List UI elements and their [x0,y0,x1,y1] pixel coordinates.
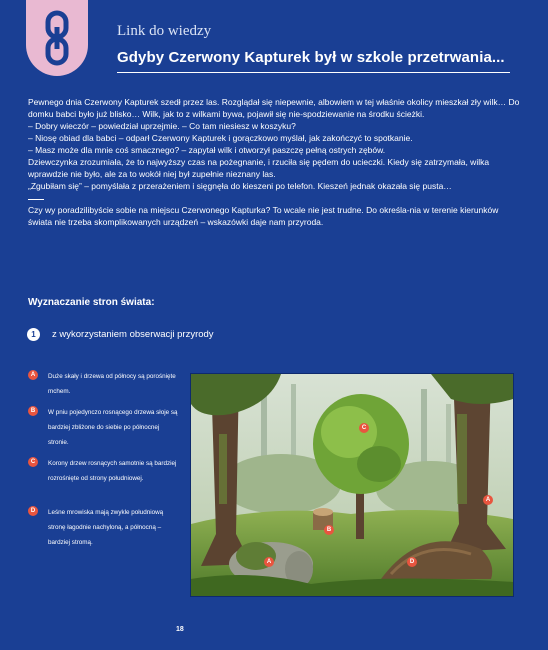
fact-item-c [28,456,178,486]
illustration-marker: A [264,557,274,567]
fact-marker: A [28,370,38,380]
illustration-marker: D [407,557,417,567]
method-item [27,328,214,341]
illustration-marker: C [359,423,369,433]
story-paragraph: – Masz może dla mnie coś smacznego? – zapytał wilk i otworzył paszczę pełną ostrych zębów. [28,145,386,155]
fact-item-b [28,405,178,450]
forest-illustration [190,373,514,597]
illustration-marker: A [483,495,493,505]
section-title: Wyznaczanie stron świata: [28,297,155,308]
fact-item-a [28,369,178,399]
fact-item-d [28,505,178,550]
story-block [28,96,520,228]
story-paragraph: Dziewczynka zrozumiała, że to najwyższy czas na pożegnanie, i rzuciła się pędem do ucieczki. Kiedy się zatrzymała, wilka wprawdzie nie było, ale za to wokół niej był zupełnie nieznany las. [28,157,490,179]
fact-text: Korony drzew rosnących samotnie są bardziej rozrośnięte od strony południowej. [48,460,177,482]
fact-marker: C [28,457,38,467]
fact-text: W pniu pojedynczo rosnącego drzewa słoje są bardziej zbliżone do siebie po północnej stronie. [48,409,178,446]
item-number-badge: 1 [27,328,40,341]
chain-link-icon [43,10,71,66]
section-kicker: Link do wiedzy [117,23,212,39]
title-divider [117,72,510,73]
page-number: 18 [176,626,184,633]
story-paragraph: – Niosę obiad dla babci – odparł Czerwony Kapturek i gorączkowo myślał, jak zakończyć to spotkanie. [28,133,413,143]
story-divider [28,199,44,200]
fact-marker: B [28,406,38,416]
story-paragraph: „Zgubiłam się” – pomyślała z przerażeniem i sięgnęła do kieszeni po telefon. Kieszeń jednak okazała się pusta… [28,181,452,191]
item-label: z wykorzystaniem obserwacji przyrody [52,329,214,340]
page-title: Gdyby Czerwony Kapturek był w szkole przetrwania... [117,49,505,66]
fact-text: Duże skały i drzewa od północy są porośnięte mchem. [48,373,176,395]
header-badge [26,0,88,76]
story-paragraph: – Dobry wieczór – powiedział uprzejmie. – Co tam niesiesz w koszyku? [28,121,296,131]
fact-marker: D [28,506,38,516]
story-question: Czy wy poradzilibyście sobie na miejscu Czerwonego Kapturka? To wcale nie jest trudne. Do określa-nia w terenie kierunków świata nie trzeba skomplikowanych urządzeń – wskazówki daje nam przyroda. [28,205,499,227]
illustration-marker: B [324,525,334,535]
story-paragraph: Pewnego dnia Czerwony Kapturek szedł przez las. Rozglądał się niepewnie, albowiem w tej właśnie okolicy mieszkał zły wilk… Do domku babci było już blisko… Wilk, jak to z wilkami bywa, pojawił się nie-spodziewanie na środku ścieżki. [28,97,520,119]
fact-text: Leśne mrowiska mają zwykle południową stronę łagodnie nachyloną, a północną – bardziej stromą. [48,509,164,546]
